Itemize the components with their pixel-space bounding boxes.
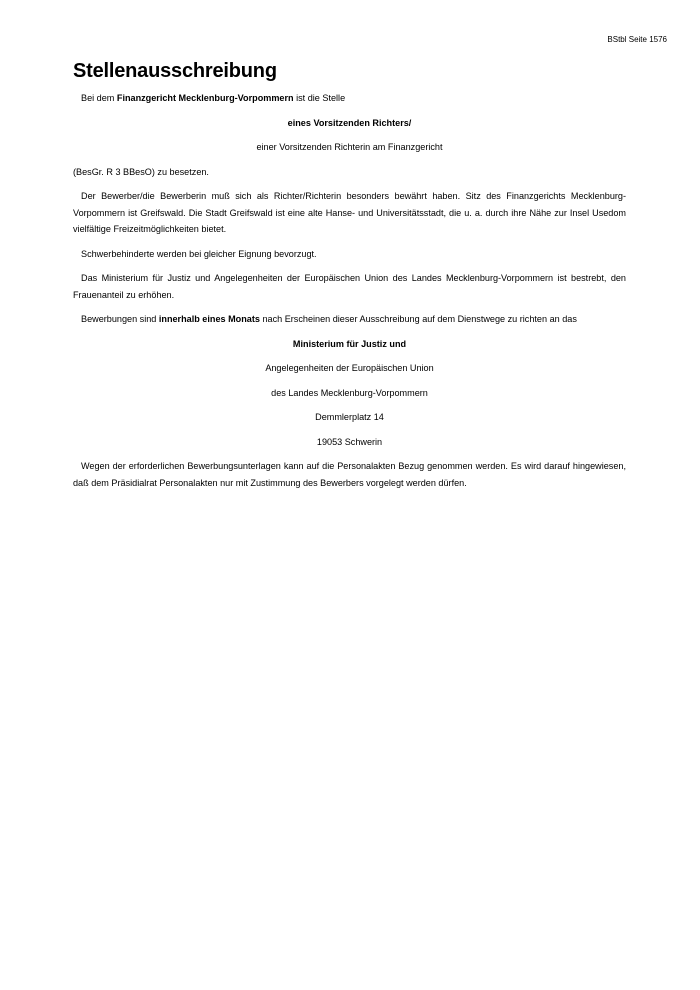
address-line-1-bold: Ministerium für Justiz und: [292, 338, 407, 349]
application-paragraph: [73, 311, 626, 328]
intro-paragraph: [73, 90, 626, 107]
requirements-paragraph: Der Bewerber/die Bewerberin muß sich als Richter/Richterin besonders bewährt haben. Sitz des Finanzgerichts Mecklenburg-Vorpommern ist Greifswald. Die Stadt Greifswald ist eine alte Hanse- und Universitätsstadt, die u. a. durch ihre Nähe zur Insel Usedom vielfältige Freizeitmöglichkeiten bietet.: [73, 191, 626, 234]
disabled-preference-paragraph: Schwerbehinderte werden bei gleicher Eignung bevorzugt.: [81, 248, 317, 259]
position-title-bold: eines Vorsitzenden Richters/: [287, 117, 412, 128]
page-title: Stellenausschreibung: [73, 60, 277, 82]
intro-prefix: Bei dem: [81, 93, 117, 103]
intro-suffix: ist die Stelle: [293, 93, 346, 103]
pay-grade: (BesGr. R 3 BBesO) zu besetzen.: [73, 166, 209, 177]
application-prefix: Bewerbungen sind: [81, 314, 159, 324]
application-suffix: nach Erscheinen dieser Ausschreibung auf dem Dienstwege zu richten an das: [259, 314, 577, 324]
court-name: Finanzgericht Mecklenburg-Vorpommern: [116, 93, 294, 103]
application-deadline: innerhalb eines Monats: [158, 314, 260, 324]
position-title: [73, 115, 626, 132]
document-body: [73, 58, 626, 499]
position-title-alt: einer Vorsitzenden Richterin am Finanzgericht: [256, 142, 443, 152]
address-street: Demmlerplatz 14: [315, 412, 384, 422]
files-paragraph: Wegen der erforderlichen Bewerbungsunterlagen kann auf die Personalakten Bezug genommen werden. Es wird darauf hingewiesen, daß dem Präsidialrat Personalakten nur mit Zustimmung des Bewerbers vorgelegt werden dürfen.: [73, 461, 626, 488]
ministry-paragraph: Das Ministerium für Justiz und Angelegenheiten der Europäischen Union des Landes Mecklenburg-Vorpommern ist bestrebt, den Frauenanteil zu erhöhen.: [73, 273, 626, 300]
address-city: 19053 Schwerin: [316, 436, 383, 447]
page-reference: BStbl Seite 1576: [607, 35, 667, 44]
address-line-2: Angelegenheiten der Europäischen Union: [265, 363, 434, 373]
address-line-1: [73, 336, 626, 353]
address-line-3: des Landes Mecklenburg-Vorpommern: [271, 387, 428, 398]
